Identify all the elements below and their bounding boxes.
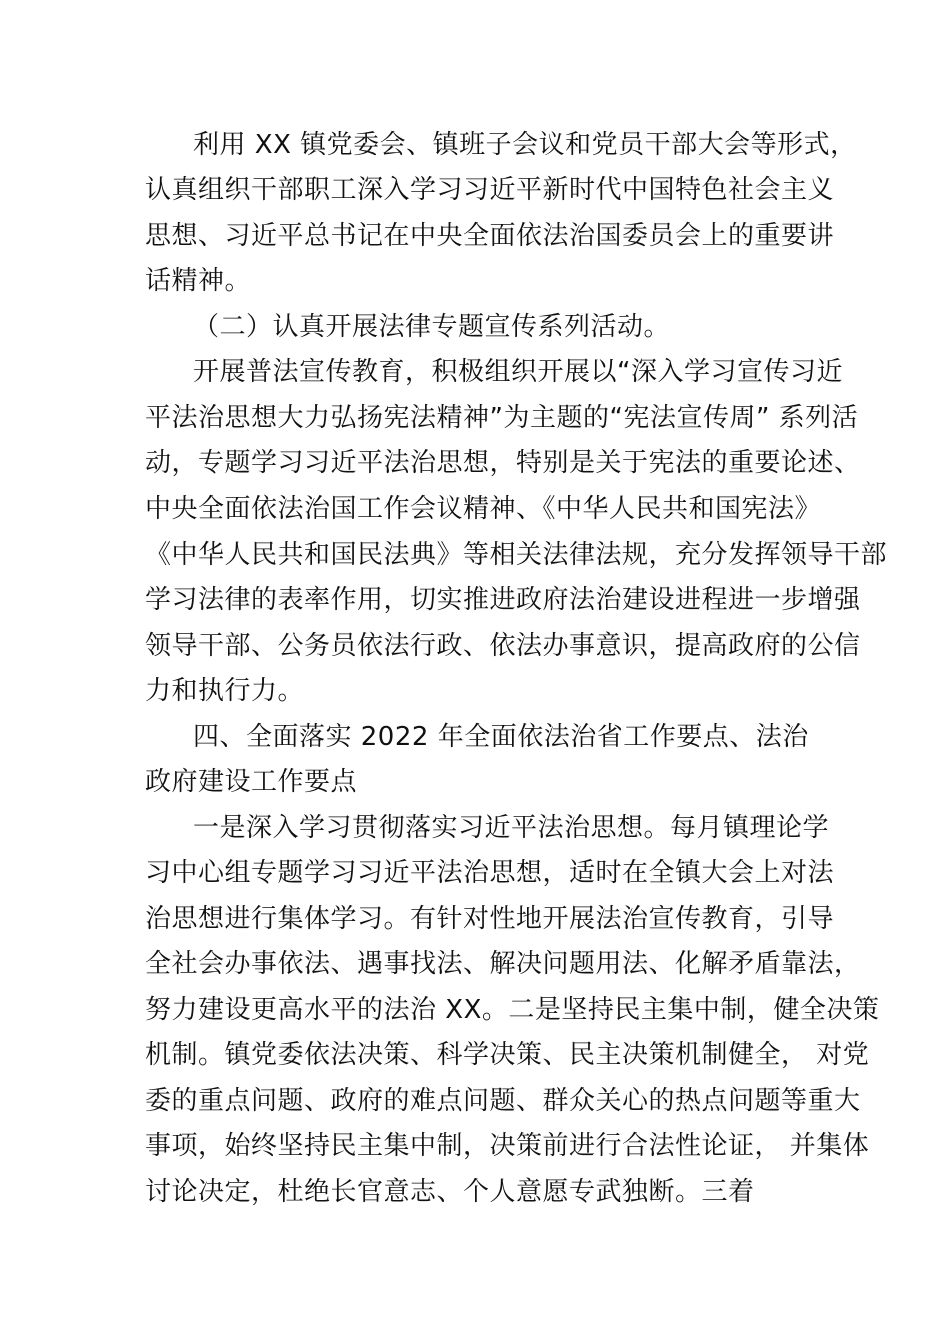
text-line: 平法治思想大力弘扬宪法精神”为主题的“宪法宣传周” 系列活 (145, 403, 859, 433)
text-line: 全社会办事依法、遇事找法、解决问题用法、化解矛盾靠法， (145, 949, 861, 979)
text-line: 一是深入学习贯彻落实习近平法治思想。每月镇理论学 (193, 813, 830, 843)
text-line: 动，专题学习习近平法治思想，特别是关于宪法的重要论述、 (145, 448, 861, 478)
text-line: 利用 XX 镇党委会、镇班子会议和党员干部大会等形式， (193, 130, 857, 160)
text-line: 委的重点问题、政府的难点问题、群众关心的热点问题等重大 (145, 1086, 861, 1116)
text-line: 事项，始终坚持民主集中制，决策前进行合法性论证， 并集体 (145, 1131, 870, 1161)
text-line: 治思想进行集体学习。有针对性地开展法治宣传教育，引导 (145, 904, 835, 934)
text-line: 领导干部、公务员依法行政、依法办事意识，提高政府的公信 (145, 631, 861, 661)
section-heading: （二）认真开展法律专题宣传系列活动。 (193, 312, 671, 342)
text-line: 习中心组专题学习习近平法治思想，适时在全镇大会上对法 (145, 858, 835, 888)
text-line: 讨论决定，杜绝长官意志、个人意愿专武独断。三着 (145, 1177, 755, 1207)
text-line: 学习法律的表率作用，切实推进政府法治建设进程进一步增强 (145, 585, 861, 615)
text-line: 《中华人民共和国民法典》等相关法律法规，充分发挥领导干部 (145, 540, 888, 570)
text-line: 话精神。 (145, 266, 252, 296)
text-line: 力和执行力。 (145, 676, 305, 706)
text-line: 认真组织干部职工深入学习习近平新时代中国特色社会主义 (145, 175, 835, 205)
section-heading-continued: 政府建设工作要点 (145, 767, 358, 797)
section-heading: 四、全面落实 2022 年全面依法治省工作要点、法治 (193, 722, 809, 752)
text-line: 思想、习近平总书记在中央全面依法治国委员会上的重要讲 (145, 221, 835, 251)
text-line: 努力建设更高水平的法治 XX。二是坚持民主集中制，健全决策 (145, 995, 880, 1025)
text-line: 机制。镇党委依法决策、科学决策、民主决策机制健全， 对党 (145, 1040, 870, 1070)
text-line: 中央全面依法治国工作会议精神、《中华人民共和国宪法》 (145, 494, 822, 524)
text-line: 开展普法宣传教育，积极组织开展以“深入学习宣传习近 (193, 357, 843, 387)
